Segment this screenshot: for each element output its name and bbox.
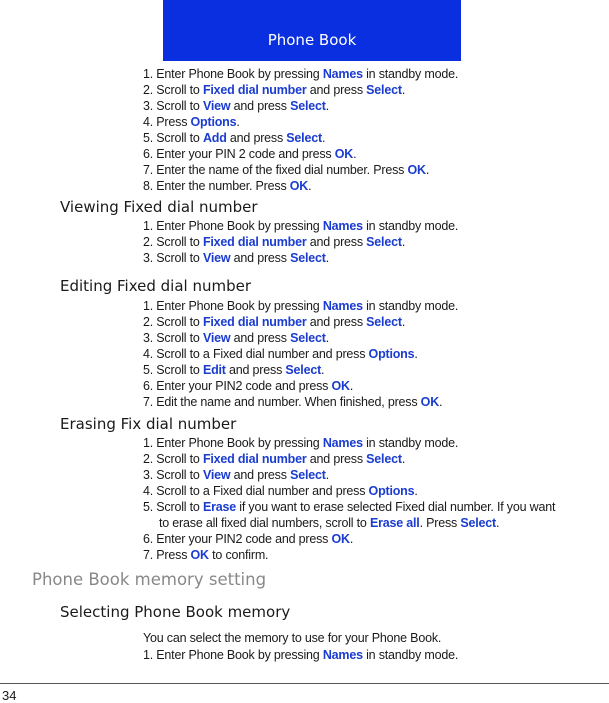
- footer-divider: [0, 683, 609, 684]
- memory-steps: [143, 647, 458, 663]
- editing-heading: Editing Fixed dial number: [60, 277, 252, 295]
- list-item: 1. Enter Phone Book by pressing Names in standby mode.: [143, 219, 459, 233]
- list-item: 2. Scroll to Fixed dial number and press Select.: [143, 452, 406, 466]
- list-item: 6. Enter your PIN2 code and press OK.: [143, 379, 354, 393]
- phone-book-banner: [163, 0, 461, 61]
- list-item: 2. Scroll to Fixed dial number and press Select.: [143, 83, 406, 97]
- list-item: 5. Scroll to Erase if you want to erase selected Fixed dial number. If you want to erase all fixed dial numbers, scroll to Erase all. Press Select.: [143, 500, 556, 530]
- list-item: 5. Scroll to Add and press Select.: [143, 131, 326, 145]
- list-item: 7. Edit the name and number. When finished, press OK.: [143, 395, 443, 409]
- list-item: 4. Scroll to a Fixed dial number and press Options.: [143, 484, 418, 498]
- list-item: 1. Enter Phone Book by pressing Names in standby mode.: [143, 648, 459, 662]
- list-item: 1. Enter Phone Book by pressing Names in standby mode.: [143, 67, 459, 81]
- erasing-heading: Erasing Fix dial number: [60, 415, 237, 433]
- list-item: 1. Enter Phone Book by pressing Names in standby mode.: [143, 299, 459, 313]
- list-item: 3. Scroll to View and press Select.: [143, 331, 329, 345]
- list-item: 2. Scroll to Fixed dial number and press Select.: [143, 315, 406, 329]
- list-item: 8. Enter the number. Press OK.: [143, 179, 312, 193]
- list-item: 3. Scroll to View and press Select.: [143, 468, 329, 482]
- list-item: 4. Press Options.: [143, 115, 240, 129]
- erasing-steps: [143, 435, 605, 563]
- banner-title: Phone Book: [267, 30, 357, 49]
- list-item: 4. Scroll to a Fixed dial number and press Options.: [143, 347, 418, 361]
- list-item: 3. Scroll to View and press Select.: [143, 99, 329, 113]
- add-steps: [143, 66, 458, 194]
- memory-heading: Selecting Phone Book memory: [60, 603, 291, 621]
- editing-steps: [143, 298, 458, 410]
- list-item: 5. Scroll to Edit and press Select.: [143, 363, 325, 377]
- page-number: 34: [2, 688, 17, 703]
- list-item: 6. Enter your PIN2 code and press OK.: [143, 532, 354, 546]
- viewing-heading: Viewing Fixed dial number: [60, 198, 258, 216]
- section-title: Phone Book memory setting: [32, 570, 267, 589]
- list-item: 3. Scroll to View and press Select.: [143, 251, 329, 265]
- viewing-steps: [143, 218, 458, 266]
- list-item: 7. Enter the name of the fixed dial number. Press OK.: [143, 163, 430, 177]
- list-item: 6. Enter your PIN 2 code and press OK.: [143, 147, 357, 161]
- list-item: 2. Scroll to Fixed dial number and press Select.: [143, 235, 406, 249]
- list-item: 7. Press OK to confirm.: [143, 548, 269, 562]
- memory-intro: You can select the memory to use for your Phone Book.: [143, 631, 442, 645]
- list-item: 1. Enter Phone Book by pressing Names in standby mode.: [143, 436, 459, 450]
